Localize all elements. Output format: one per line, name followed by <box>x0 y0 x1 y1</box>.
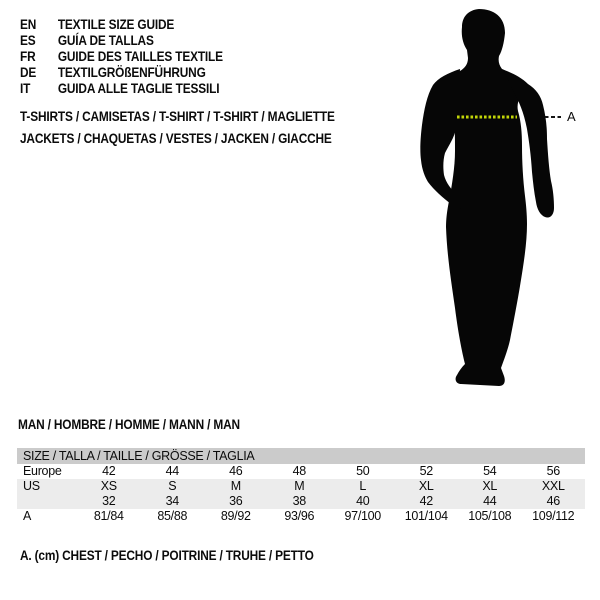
language-row-en <box>20 17 223 33</box>
size-cell: L <box>359 479 367 493</box>
size-cell: 42 <box>102 464 116 478</box>
language-title: GUÍA DE TALLAS <box>57 33 154 48</box>
size-cell: 97/100 <box>344 509 381 523</box>
language-title: GUIDA ALLE TAGLIE TESSILI <box>57 81 220 96</box>
language-row-it <box>20 81 223 97</box>
size-table-header <box>17 448 585 464</box>
size-cell: XL <box>418 479 434 493</box>
size-cell: 54 <box>483 464 497 478</box>
measurement-footnote: A. (cm) CHEST / PECHO / POITRINE / TRUHE / PETTO <box>20 548 314 563</box>
language-title: GUIDE DES TAILLES TEXTILE <box>57 49 223 64</box>
size-cell: XXL <box>541 479 565 493</box>
size-cell: 109/112 <box>532 509 575 523</box>
table-row-chest-a <box>17 509 585 524</box>
size-cell: 44 <box>165 464 179 478</box>
language-code: EN <box>20 17 37 32</box>
size-cell: 101/104 <box>404 509 448 523</box>
size-cell: M <box>294 479 305 493</box>
size-table <box>17 448 585 524</box>
language-code: IT <box>20 81 31 96</box>
table-row-europe <box>17 464 585 479</box>
section-heading-man: MAN / HOMBRE / HOMME / MANN / MAN <box>18 417 240 432</box>
row-label: US <box>23 479 40 493</box>
size-cell: 89/92 <box>220 509 251 523</box>
size-cell: M <box>230 479 241 493</box>
size-cell: 46 <box>229 464 243 478</box>
language-title: TEXTILE SIZE GUIDE <box>57 17 175 32</box>
size-cell: 44 <box>483 494 497 508</box>
size-cell: 52 <box>419 464 433 478</box>
size-cell: 93/96 <box>284 509 315 523</box>
size-cell: 38 <box>292 494 306 508</box>
language-list <box>20 17 223 97</box>
category-line-tshirts: T-SHIRTS / CAMISETAS / T-SHIRT / T-SHIRT / MAGLIETTE <box>20 109 335 124</box>
row-label: Europe <box>23 464 62 478</box>
size-cell: 48 <box>292 464 306 478</box>
size-cell: 36 <box>229 494 243 508</box>
language-row-de <box>20 65 223 81</box>
language-code: FR <box>20 49 36 64</box>
size-cell: 81/84 <box>93 509 124 523</box>
man-silhouette-icon <box>415 5 565 395</box>
size-cell: 46 <box>546 494 560 508</box>
row-label: A <box>23 509 32 523</box>
size-cell: 40 <box>356 494 370 508</box>
language-row-fr <box>20 49 223 65</box>
size-cell: XS <box>100 479 117 493</box>
measure-pointer-dashes <box>545 116 563 118</box>
language-code: ES <box>20 33 36 48</box>
size-cell: 32 <box>102 494 116 508</box>
measure-label-a: A <box>567 109 576 124</box>
table-row-us <box>17 479 585 494</box>
language-row-es <box>20 33 223 49</box>
size-cell: 34 <box>165 494 179 508</box>
size-cell: 56 <box>546 464 560 478</box>
table-row-numeric <box>17 494 585 509</box>
size-cell: 42 <box>419 494 433 508</box>
category-line-jackets: JACKETS / CHAQUETAS / VESTES / JACKEN / GIACCHE <box>20 130 332 146</box>
size-cell: 50 <box>356 464 370 478</box>
size-cell: 105/108 <box>468 509 512 523</box>
size-cell: S <box>168 479 177 493</box>
size-cell: 85/88 <box>157 509 188 523</box>
language-code: DE <box>20 65 37 80</box>
garment-categories <box>20 106 335 149</box>
language-title: TEXTILGRÖßENFÜHRUNG <box>57 65 206 80</box>
row-label <box>17 494 77 509</box>
size-cell: XL <box>482 479 498 493</box>
size-table-header-label: SIZE / TALLA / TAILLE / GRÖSSE / TAGLIA <box>23 449 255 463</box>
